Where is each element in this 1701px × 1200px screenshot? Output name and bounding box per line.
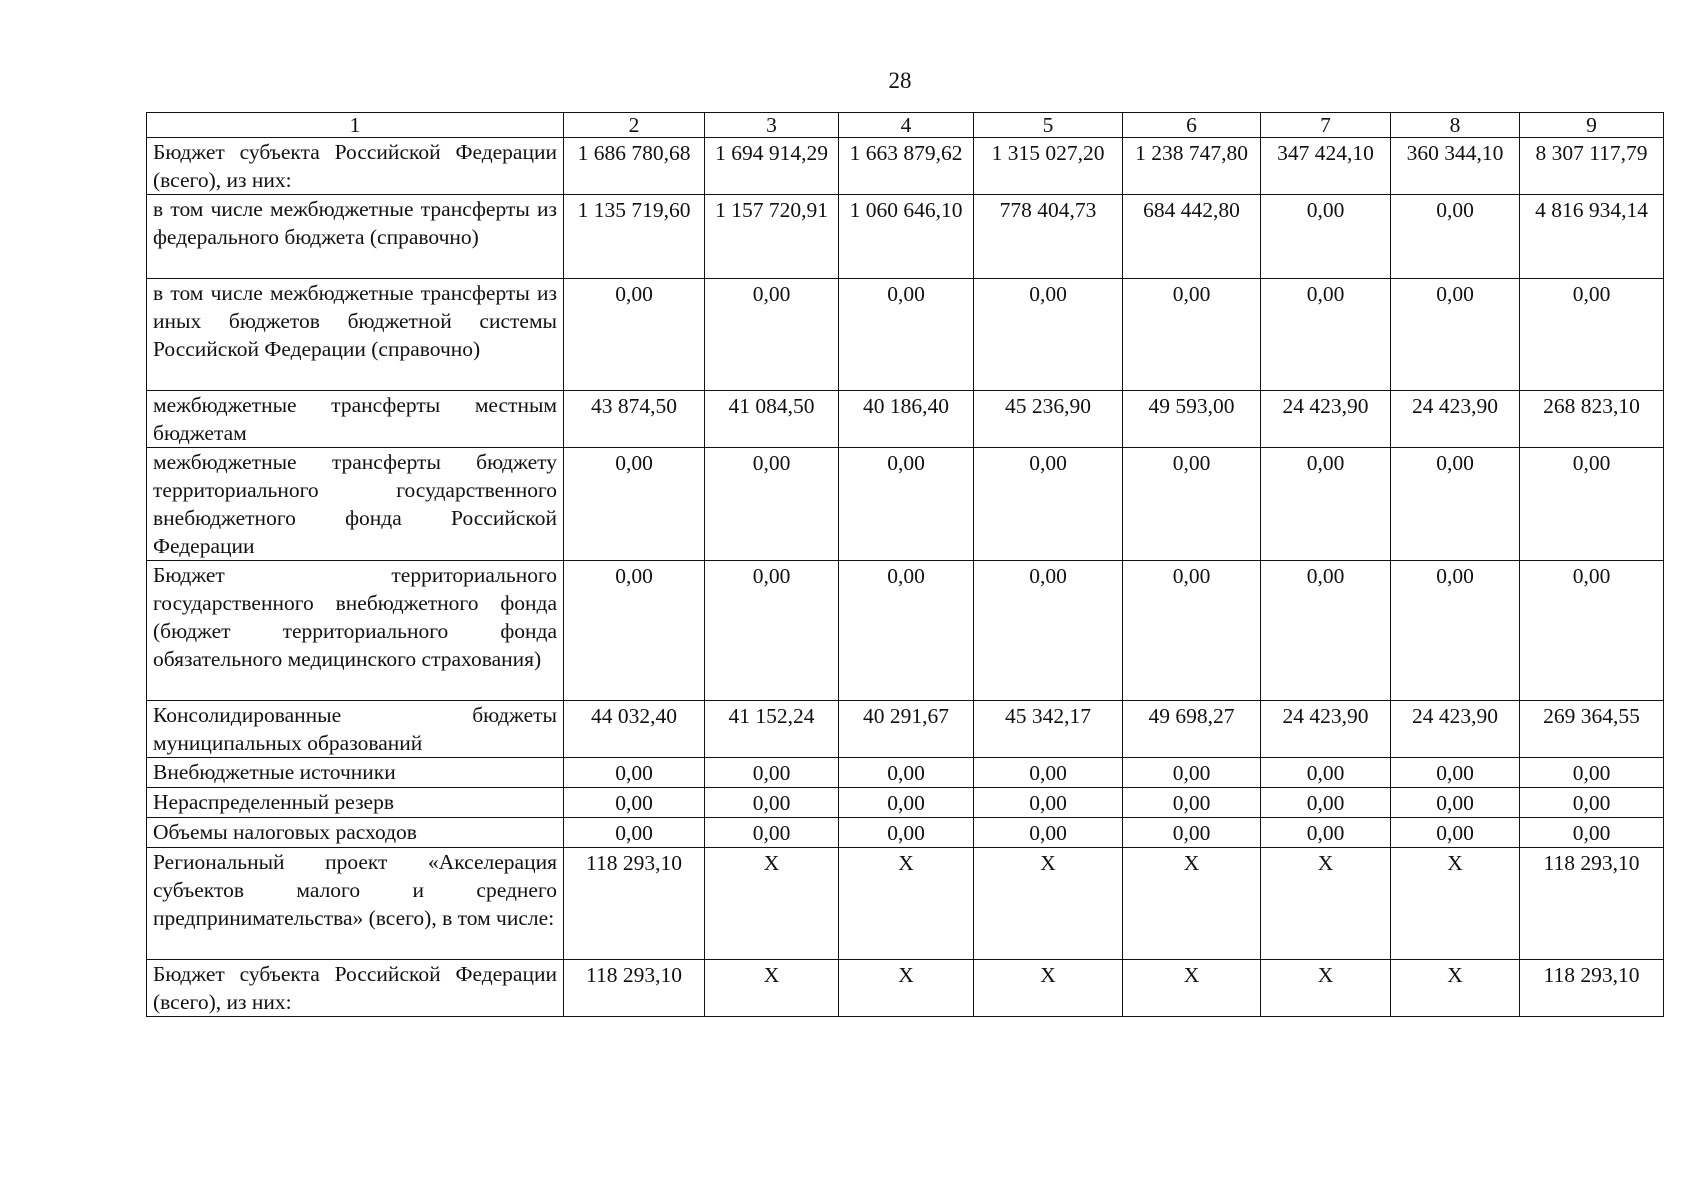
table-cell [705,561,839,701]
cell-value: 118 293,10 [1543,851,1640,875]
cell-value: 1 238 747,80 [1135,141,1248,165]
cell-value: 118 293,10 [1543,963,1640,987]
cell-value: X [1183,851,1200,875]
table-cell [705,848,839,960]
table-cell [1520,701,1664,758]
cell-value: 8 307 117,79 [1535,141,1648,165]
table-cell [974,561,1123,701]
cell-value: X [1447,963,1463,987]
cell-value: 0,00 [1572,821,1611,845]
table-cell [1520,818,1664,848]
table-cell [1520,391,1664,448]
table-cell [1261,391,1391,448]
page-number: 28 [888,68,912,93]
cell-value: 347 424,10 [1277,141,1374,165]
cell-value: 0,00 [1306,791,1345,815]
table-cell [1261,701,1391,758]
table-cell [839,848,974,960]
cell-value: 0,00 [1436,761,1474,785]
cell-value: 45 236,90 [1005,394,1091,418]
table-row [147,960,1664,1017]
table-cell [705,960,839,1017]
cell-value: 0,00 [752,282,791,306]
table-cell [839,701,974,758]
table-cell [564,960,705,1017]
table-row [147,279,1664,391]
cell-value: 0,00 [752,821,791,845]
table-cell [839,788,974,818]
table-cell [974,701,1123,758]
cell-value: 0,00 [1436,282,1474,306]
table-cell [564,391,705,448]
cell-value: 1 315 027,20 [991,141,1105,165]
cell-value: 0,00 [887,821,925,845]
table-row [147,758,1664,788]
table-cell [705,391,839,448]
table-cell [839,561,974,701]
cell-value: 0,00 [887,791,925,815]
table-cell [564,701,705,758]
table-cell [1391,448,1520,561]
cell-value: 41 084,50 [728,394,815,418]
cell-value: 0,00 [1572,761,1611,785]
table-cell [1520,448,1664,561]
table-cell [1261,960,1391,1017]
table-row [147,448,1664,561]
cell-value: 0,00 [1436,821,1474,845]
table-cell [1123,848,1261,960]
cell-value: 0,00 [1172,451,1211,475]
cell-value: X [1317,963,1334,987]
table-cell [1123,701,1261,758]
table-row [147,561,1664,701]
table-cell [1391,818,1520,848]
table-cell [974,818,1123,848]
cell-value: 0,00 [1572,451,1611,475]
table-cell [1123,960,1261,1017]
table-cell [974,195,1123,279]
cell-value: 0,00 [1172,564,1211,588]
table-cell [1520,195,1664,279]
cell-value: 40 186,40 [863,394,949,418]
table-cell [564,561,705,701]
table-cell [705,195,839,279]
cell-value: 1 135 719,60 [577,198,691,222]
cell-value: 1 694 914,29 [715,141,828,165]
table-cell [839,960,974,1017]
cell-value: 0,00 [1029,761,1067,785]
table-cell [839,818,974,848]
table-cell [839,279,974,391]
row-label: межбюджетные трансферты местным бюджетам [147,391,564,448]
column-header: 8 [1391,113,1520,138]
table-cell [1261,448,1391,561]
cell-value: 4 816 934,14 [1535,198,1648,222]
row-label: межбюджетные трансферты бюджету территориального государственного внебюджетного фонда Российской Федерации [147,448,564,561]
cell-value: 0,00 [887,564,925,588]
cell-value: 0,00 [615,564,653,588]
cell-value: 0,00 [887,451,925,475]
table-cell [1520,279,1664,391]
cell-value: 41 152,24 [728,704,815,728]
table-row [147,138,1664,195]
cell-value: X [1317,851,1334,875]
cell-value: 0,00 [752,761,791,785]
cell-value: 360 344,10 [1406,141,1504,165]
cell-value: 0,00 [1029,564,1067,588]
table-cell [1123,391,1261,448]
cell-value: 0,00 [615,791,653,815]
table-cell [974,758,1123,788]
row-label: в том числе межбюджетные трансферты из иных бюджетов бюджетной системы Российской Федерации (справочно) [147,279,564,391]
table-cell [1391,561,1520,701]
table-cell [1391,848,1520,960]
row-label: Региональный проект «Акселерация субъектов малого и среднего предпринимательства» (всего), в том числе: [147,848,564,960]
column-header: 7 [1261,113,1391,138]
table-cell [1261,195,1391,279]
table-cell [839,138,974,195]
cell-value: 43 874,50 [591,394,677,418]
column-header: 5 [974,113,1123,138]
cell-value: 0,00 [887,282,925,306]
cell-value: 0,00 [615,282,653,306]
cell-value: 0,00 [752,564,791,588]
cell-value: X [1183,963,1200,987]
cell-value: 0,00 [615,821,653,845]
cell-value: 24 423,90 [1412,394,1498,418]
cell-value: 118 293,10 [586,963,682,987]
cell-value: X [1040,851,1056,875]
cell-value: 49 698,27 [1148,704,1235,728]
table-header-row [147,113,1664,138]
row-label: Внебюджетные источники [147,758,564,788]
table-cell [1261,138,1391,195]
table-cell [1391,788,1520,818]
column-header: 4 [839,113,974,138]
cell-value: 0,00 [1436,564,1474,588]
cell-value: 24 423,90 [1282,704,1369,728]
cell-value: 0,00 [1572,282,1611,306]
cell-value: 1 157 720,91 [715,198,828,222]
cell-value: 0,00 [1436,791,1474,815]
row-label: Бюджет территориального государственного внебюджетного фонда (бюджет территориального фонда обязательного медицинского страхования) [147,561,564,701]
cell-value: 0,00 [1306,451,1345,475]
table-row [147,818,1664,848]
table-cell [564,138,705,195]
cell-value: 0,00 [1029,791,1067,815]
column-header: 2 [564,113,705,138]
table-cell [705,279,839,391]
table-cell [1123,279,1261,391]
table-cell [1391,391,1520,448]
row-label: Консолидированные бюджеты муниципальных образований [147,701,564,758]
table-cell [564,195,705,279]
cell-value: X [1447,851,1463,875]
table-cell [839,391,974,448]
cell-value: 24 423,90 [1282,394,1369,418]
table-cell [1123,448,1261,561]
table-cell [705,448,839,561]
table-cell [974,391,1123,448]
table-cell [974,848,1123,960]
cell-value: 49 593,00 [1148,394,1235,418]
cell-value: 1 686 780,68 [577,141,691,165]
table-cell [705,788,839,818]
table-cell [974,279,1123,391]
table-row [147,848,1664,960]
table-cell [1261,818,1391,848]
table-cell [1261,758,1391,788]
table-cell [1123,788,1261,818]
cell-value: 269 364,55 [1543,704,1640,728]
cell-value: 1 663 879,62 [849,141,963,165]
table-cell [839,758,974,788]
table-cell [705,758,839,788]
table-row [147,788,1664,818]
table-cell [1123,195,1261,279]
cell-value: 684 442,80 [1143,198,1240,222]
table-cell [1520,788,1664,818]
table-cell [564,788,705,818]
cell-value: 1 060 646,10 [849,198,963,222]
row-label: Бюджет субъекта Российской Федерации (всего), из них: [147,960,564,1017]
column-header: 1 [147,113,564,138]
cell-value: 0,00 [1306,282,1345,306]
table-cell [705,701,839,758]
cell-value: X [763,963,780,987]
cell-value: 0,00 [615,451,653,475]
cell-value: 0,00 [1029,451,1067,475]
table-cell [1520,848,1664,960]
table-row [147,195,1664,279]
table-cell [974,960,1123,1017]
cell-value: 0,00 [1172,791,1211,815]
table-cell [705,138,839,195]
cell-value: 778 404,73 [999,198,1097,222]
table-row [147,391,1664,448]
table-cell [564,758,705,788]
column-header: 3 [705,113,839,138]
row-label: Объемы налоговых расходов [147,818,564,848]
cell-value: 0,00 [1029,821,1067,845]
table-cell [1261,788,1391,818]
table-cell [1391,701,1520,758]
table-cell [1261,279,1391,391]
budget-table [146,112,1664,1017]
table-cell [1391,960,1520,1017]
table-cell [1123,138,1261,195]
table-cell [1520,758,1664,788]
table-cell [1123,758,1261,788]
table-cell [974,788,1123,818]
cell-value: 0,00 [752,791,791,815]
table-row [147,701,1664,758]
cell-value: 0,00 [752,451,791,475]
table-cell [564,279,705,391]
table-cell [1391,138,1520,195]
cell-value: 0,00 [615,761,653,785]
table-cell [564,848,705,960]
cell-value: 0,00 [1572,564,1611,588]
cell-value: 0,00 [1172,821,1211,845]
cell-value: X [763,851,780,875]
table-cell [974,448,1123,561]
cell-value: 0,00 [1572,791,1611,815]
cell-value: 0,00 [1029,282,1067,306]
cell-value: 0,00 [1172,282,1211,306]
table-cell [705,818,839,848]
table-cell [974,138,1123,195]
table-cell [564,448,705,561]
table-cell [1261,561,1391,701]
table-cell [839,195,974,279]
row-label: в том числе межбюджетные трансферты из федерального бюджета (справочно) [147,195,564,279]
table-cell [1123,818,1261,848]
cell-value: 0,00 [1306,564,1345,588]
cell-value: 24 423,90 [1412,704,1498,728]
table-cell [1261,848,1391,960]
cell-value: 40 291,67 [863,704,949,728]
cell-value: 0,00 [1436,451,1474,475]
table-cell [1391,195,1520,279]
cell-value: 118 293,10 [586,851,682,875]
cell-value: X [898,963,914,987]
cell-value: 0,00 [887,761,925,785]
table-cell [1391,279,1520,391]
table-cell [1520,138,1664,195]
row-label: Бюджет субъекта Российской Федерации (всего), из них: [147,138,564,195]
cell-value: 268 823,10 [1543,394,1640,418]
cell-value: X [1040,963,1056,987]
table-cell [839,448,974,561]
table-cell [1520,960,1664,1017]
table-cell [1123,561,1261,701]
cell-value: 0,00 [1436,198,1474,222]
cell-value: 0,00 [1306,761,1345,785]
table-cell [1391,758,1520,788]
cell-value: 45 342,17 [1005,704,1091,728]
cell-value: 0,00 [1306,821,1345,845]
cell-value: X [898,851,914,875]
column-header: 9 [1520,113,1664,138]
cell-value: 0,00 [1172,761,1211,785]
table-cell [1520,561,1664,701]
table-cell [564,818,705,848]
cell-value: 0,00 [1306,198,1345,222]
cell-value: 44 032,40 [591,704,677,728]
row-label: Нераспределенный резерв [147,788,564,818]
column-header: 6 [1123,113,1261,138]
